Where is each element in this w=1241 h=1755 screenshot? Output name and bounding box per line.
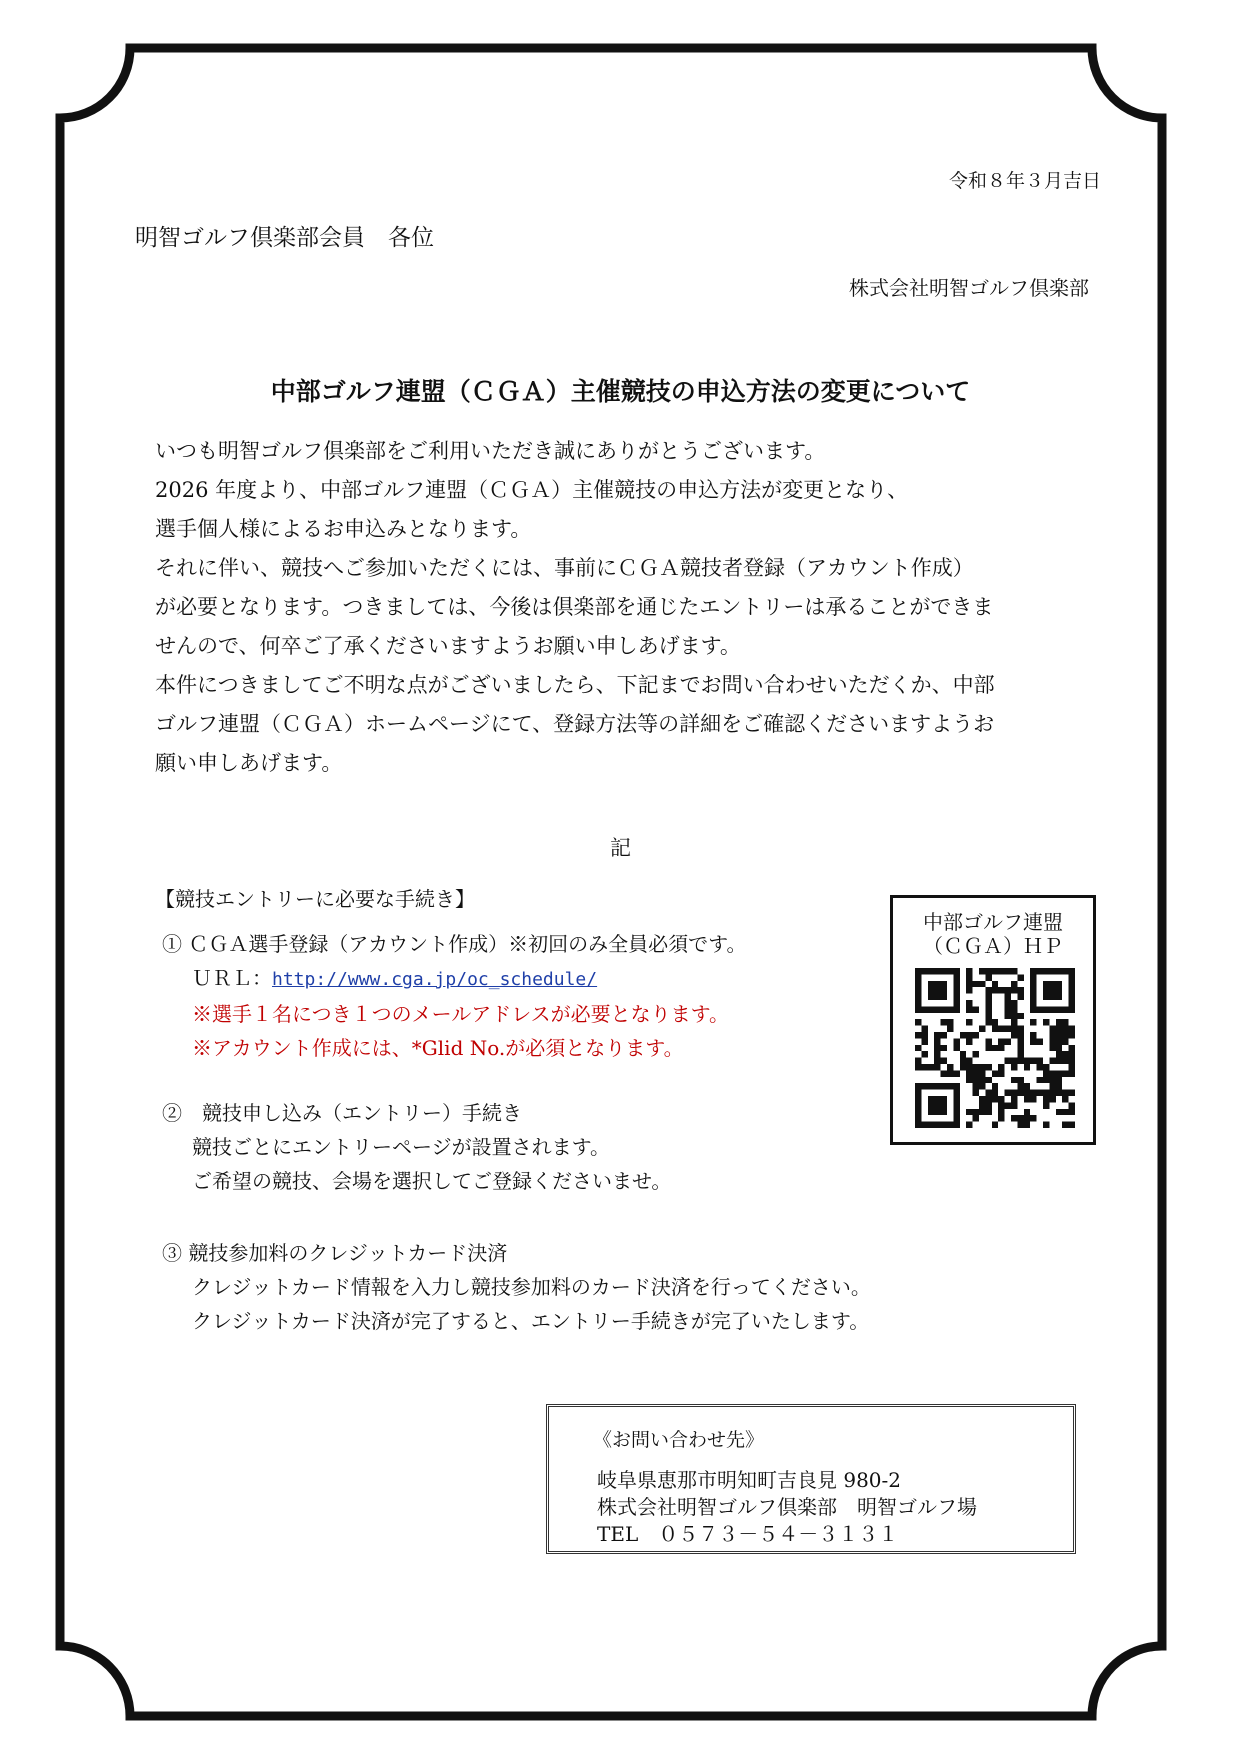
body-line: それに伴い、競技へご参加いただくには、事前にＣＧＡ競技者登録（アカウント作成） [155, 556, 974, 580]
qr-title-line: （ＣＧＡ）ＨＰ [923, 934, 1063, 958]
body-line: 本件につきましてご不明な点がございましたら、下記までお問い合わせいただくか、中部 [155, 673, 995, 697]
step-3-line: クレジットカード情報を入力し競技参加料のカード決済を行ってください。 [192, 1275, 871, 1299]
notice-body [155, 432, 995, 783]
step-2 [162, 1096, 671, 1198]
step-3-title: ③ 競技参加料のクレジットカード決済 [162, 1241, 508, 1265]
step-3-line: クレジットカード決済が完了すると、エントリー手続きが完了いたします。 [192, 1309, 870, 1333]
contact-label: 《お問い合わせ先》 [593, 1429, 765, 1451]
sender-company: 株式会社明智ゴルフ倶楽部 [849, 276, 1089, 300]
qr-title-line: 中部ゴルフ連盟 [923, 910, 1063, 934]
step-3 [162, 1236, 871, 1338]
qr-title [893, 910, 1093, 958]
procedures-heading: 【競技エントリーに必要な手続き】 [155, 887, 475, 911]
step-1-url-row [162, 961, 747, 997]
body-line: 選手個人様によるお申込みとなります。 [155, 517, 532, 541]
body-line: いつも明智ゴルフ倶楽部をご利用いただき誠にありがとうございます。 [155, 439, 826, 463]
issue-date: 令和８年３月吉日 [948, 170, 1101, 192]
url-label: ＵＲＬ： [192, 966, 272, 990]
cga-schedule-link[interactable]: http://www.cga.jp/oc_schedule/ [272, 969, 598, 990]
ki-heading: 記 [610, 836, 631, 860]
body-line: が必要となります。つきましては、今後は倶楽部を通じたエントリーは承ることができま [155, 595, 994, 619]
body-line: せんので、何卒ご了承くださいますようお願い申しあげます。 [155, 634, 741, 658]
body-line: 願い申しあげます。 [155, 751, 343, 775]
email-requirement-note: ※選手１名につき１つのメールアドレスが必要となります。 [192, 1002, 729, 1026]
step-1 [162, 927, 747, 1065]
notice-title: 中部ゴルフ連盟（ＣＧＡ）主催競技の申込方法の変更について [270, 377, 971, 406]
addressee: 明智ゴルフ倶楽部会員 各位 [135, 225, 434, 251]
contact-tel: TEL ０５７３－５４－３１３１ [597, 1522, 899, 1546]
step-2-line: 競技ごとにエントリーページが設置されます。 [192, 1135, 610, 1159]
glid-requirement-note: ※アカウント作成には、*Glid No.が必須となります。 [192, 1036, 684, 1060]
qr-code-icon[interactable] [915, 968, 1075, 1128]
step-1-title: ① ＣＧＡ選手登録（アカウント作成）※初回のみ全員必須です。 [162, 932, 747, 956]
step-2-title: ② 競技申し込み（エントリー）手続き [162, 1101, 522, 1125]
contact-address: 岐阜県恵那市明知町吉良見 980-2 [597, 1468, 902, 1492]
contact-details [597, 1467, 977, 1548]
body-line: ゴルフ連盟（ＣＧＡ）ホームページにて、登録方法等の詳細をご確認くださいますようお [155, 712, 995, 736]
contact-company: 株式会社明智ゴルフ倶楽部 明智ゴルフ場 [597, 1495, 977, 1519]
qr-panel [890, 895, 1096, 1145]
step-2-line: ご希望の競技、会場を選択してご登録くださいませ。 [192, 1169, 672, 1193]
body-line: 2026 年度より、中部ゴルフ連盟（ＣＧＡ）主催競技の申込方法が変更となり、 [155, 478, 909, 502]
contact-box [546, 1404, 1076, 1554]
